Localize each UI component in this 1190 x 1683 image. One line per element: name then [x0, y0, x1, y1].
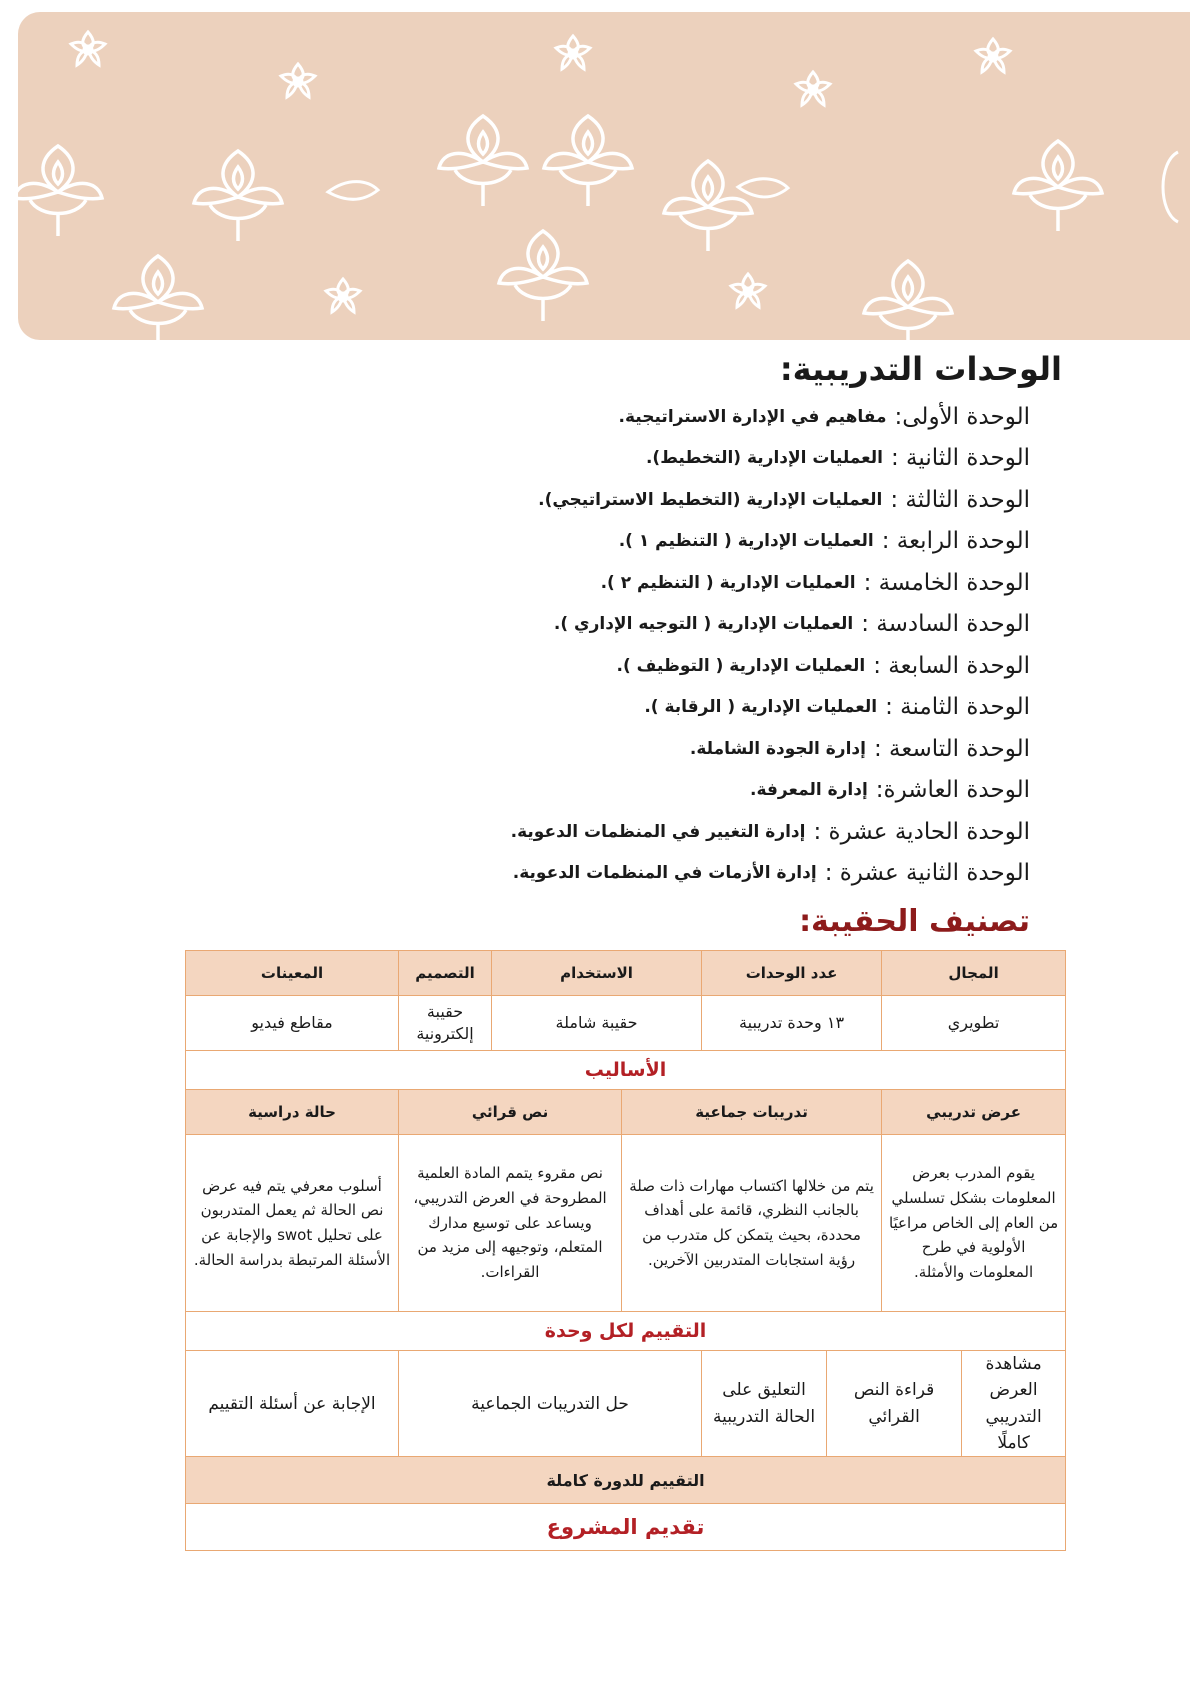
unit-evaluation-row — [186, 1351, 1066, 1457]
value-aids: مقاطع فيديو — [186, 996, 399, 1051]
unit-title: العمليات الإدارية ( التنظيم ١ ). — [618, 531, 874, 552]
project-submission-label: تقديم المشروع — [186, 1504, 1066, 1551]
unit-name: الوحدة التاسعة : — [873, 735, 1030, 762]
unit-row — [511, 479, 1030, 521]
evaluation-item: الإجابة عن أسئلة التقييم — [186, 1351, 399, 1457]
unit-title: إدارة الجودة الشاملة. — [689, 738, 866, 759]
classification-table — [185, 950, 1066, 1551]
unit-row — [511, 853, 1030, 895]
value-field: تطويري — [882, 996, 1066, 1051]
classification-title: تصنيف الحقيبة: — [799, 904, 1030, 939]
unit-row — [511, 687, 1030, 729]
methods-header-row — [186, 1090, 1066, 1135]
value-design: حقيبة إلكترونية — [399, 996, 492, 1051]
unit-title: العمليات الإدارية ( التوظيف ). — [616, 655, 866, 676]
header-aids: المعينات — [186, 951, 399, 996]
header-usage: الاستخدام — [492, 951, 702, 996]
unit-name: الوحدة الحادية عشرة : — [813, 818, 1030, 845]
unit-row — [511, 728, 1030, 770]
unit-row — [511, 645, 1030, 687]
unit-row — [511, 604, 1030, 646]
unit-name: الوحدة الأولى: — [894, 403, 1030, 430]
unit-name: الوحدة العاشرة: — [875, 777, 1030, 804]
classification-header-row — [186, 951, 1066, 996]
decorative-banner — [18, 12, 1190, 340]
methods-description-row — [186, 1135, 1066, 1312]
unit-evaluation-title: التقييم لكل وحدة — [186, 1312, 1066, 1351]
method-description: يقوم المدرب بعرض المعلومات بشكل تسلسلي من العام إلى الخاص مراعيًا الأولوية في طرح المعلومات والأمثلة. — [882, 1135, 1066, 1312]
method-description: يتم من خلالها اكتساب مهارات ذات صلة بالجانب النظري، قائمة على أهداف محددة، بحيث يتمكن كل متدرب من رؤية استجابات المتدربين الآخرين. — [622, 1135, 882, 1312]
unit-name: الوحدة الثامنة : — [885, 694, 1030, 721]
unit-title: العمليات الإدارية ( التنظيم ٢ ). — [600, 572, 856, 593]
value-unit-count: ١٣ وحدة تدريبية — [702, 996, 882, 1051]
unit-row — [511, 562, 1030, 604]
units-section-title: الوحدات التدريبية: — [779, 350, 1062, 388]
evaluation-item: مشاهدة العرض التدريبي كاملًا — [962, 1351, 1066, 1457]
value-usage: حقيبة شاملة — [492, 996, 702, 1051]
unit-title: العمليات الإدارية (التخطيط). — [645, 448, 883, 469]
unit-title: إدارة المعرفة. — [750, 780, 868, 801]
header-unit-count: عدد الوحدات — [702, 951, 882, 996]
method-description: أسلوب معرفي يتم فيه عرض نص الحالة ثم يعمل المتدربون على تحليل swot والإجابة عن الأسئلة المرتبطة بدراسة الحالة. — [186, 1135, 399, 1312]
course-evaluation-title: التقييم للدورة كاملة — [186, 1457, 1066, 1504]
unit-title: إدارة الأزمات في المنظمات الدعوية. — [512, 863, 817, 884]
method-name: تدريبات جماعية — [622, 1090, 882, 1135]
unit-name: الوحدة الثالثة : — [890, 486, 1030, 513]
units-list — [511, 396, 1030, 894]
evaluation-item: حل التدريبات الجماعية — [399, 1351, 702, 1457]
unit-row — [511, 438, 1030, 480]
method-name: حالة دراسية — [186, 1090, 399, 1135]
unit-title: مفاهيم في الإدارة الاستراتيجية. — [618, 406, 887, 427]
unit-title: العمليات الإدارية ( الرقابة ). — [644, 697, 878, 718]
unit-title: العمليات الإدارية (التخطيط الاستراتيجي). — [538, 489, 883, 510]
floral-pattern-icon — [18, 12, 1190, 340]
unit-name: الوحدة السابعة : — [873, 652, 1030, 679]
unit-row — [511, 811, 1030, 853]
unit-row — [511, 396, 1030, 438]
unit-title: إدارة التغيير في المنظمات الدعوية. — [510, 821, 806, 842]
method-name: نص قرائي — [399, 1090, 622, 1135]
unit-name: الوحدة السادسة : — [861, 611, 1030, 638]
unit-name: الوحدة الخامسة : — [863, 569, 1030, 596]
classification-values-row — [186, 996, 1066, 1051]
header-design: التصميم — [399, 951, 492, 996]
unit-name: الوحدة الرابعة : — [881, 528, 1030, 555]
evaluation-item: التعليق على الحالة التدريبية — [702, 1351, 827, 1457]
unit-row — [511, 521, 1030, 563]
unit-name: الوحدة الثانية عشرة : — [824, 860, 1030, 887]
methods-title: الأساليب — [186, 1051, 1066, 1090]
method-description: نص مقروء يتمم المادة العلمية المطروحة في العرض التدريبي، ويساعد على توسيع مدارك المتعلم، وتوجيهه إلى مزيد من القراءات. — [399, 1135, 622, 1312]
unit-name: الوحدة الثانية : — [890, 445, 1030, 472]
unit-title: العمليات الإدارية ( التوجيه الإداري ). — [553, 614, 854, 635]
header-field: المجال — [882, 951, 1066, 996]
unit-row — [511, 770, 1030, 812]
method-name: عرض تدريبي — [882, 1090, 1066, 1135]
evaluation-item: قراءة النص القرائي — [827, 1351, 962, 1457]
